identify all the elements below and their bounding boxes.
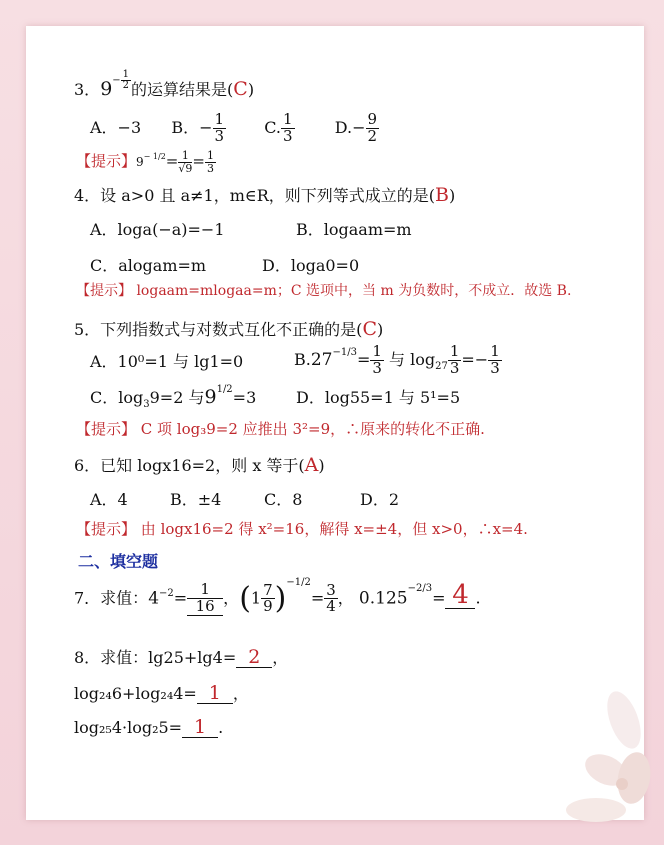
q7-answer-3: 4 (445, 582, 475, 609)
q4-option-a: A．loga(−a)=−1 (90, 220, 225, 239)
q3-option-c: C. $\frac{1}{3}$ (264, 110, 293, 145)
q3-stem: 3．$9^{- \frac{1}{2}}$ 的运算结果是(C) (74, 68, 255, 100)
q3-exponent: − 1 2 (112, 68, 130, 91)
q5-stem: 5．下列指数式与对数式互化不正确的是(C) (74, 318, 384, 340)
flower-decoration-icon (536, 660, 656, 830)
q6-option-c: C．8 (264, 490, 303, 509)
q4-option-d: D．loga0=0 (262, 256, 360, 275)
q6-answer: A (304, 454, 319, 476)
q8-line-3: log₂₅4·log₂5= 1 . (74, 716, 224, 738)
q5-option-b: $B.27^{-1/3}=$ $\frac{1}{3}$ 与 $\log_{27}$ $\frac{1}{3}$ =− $\frac{1}{3}$ (294, 342, 500, 377)
q6-stem: 6．已知 logx16=2，则 x 等于(A) (74, 454, 325, 476)
q4-option-c: C．alogam=m (90, 256, 207, 275)
q4-option-b: B．logaam=m (296, 220, 412, 239)
worksheet-page (26, 26, 644, 820)
q3-option-b: B．− $\frac{1}{3}$ (171, 110, 225, 145)
q6-option-b: B．±4 (170, 490, 222, 509)
q5-option-a: A．10⁰=1 与 lg1=0 (90, 352, 244, 371)
q4-answer: B (435, 184, 449, 206)
q3-options (90, 112, 379, 145)
q4-stem: 4．设 a>0 且 a≠1，m∈R，则下列等式成立的是(B) (74, 184, 456, 206)
q8-answer-1: 2 (236, 648, 272, 668)
q3-option-a: A．−3 (90, 117, 142, 137)
q6-option-d: D．2 (360, 490, 400, 509)
q8-line-1: 8．求值：lg25+lg4= 2 ， (74, 646, 289, 668)
q3-hint: 【提示】$9^{- 1/2}=$ $\frac{1}{√9}$ = $\frac{1}{3}$ (76, 149, 214, 175)
q6-option-a: A．4 (90, 490, 128, 509)
q3-answer: C (233, 78, 248, 100)
q8-answer-3: 1 (182, 718, 218, 738)
q5-hint: 【提示】 C 项 log₃9=2 应推出 3²=9，∴原来的转化不正确. (76, 420, 485, 438)
q6-hint: 【提示】 由 logx16=2 得 x²=16，解得 x=±4，但 x>0，∴x=4. (76, 520, 528, 538)
q7-line: 7．求值：$4^{-2}=$ $\frac{1}{16}$ ，(1 $\frac{7}{9}$ )$^{-1/2}$= $\frac{3}{4}$ ， $0.125^{-2/3}= 4$ . (74, 577, 481, 616)
q8-answer-2: 1 (197, 684, 233, 704)
q5-answer: C (362, 318, 377, 340)
q5-option-c: C．$\log_39=2$ 与$9^{1/2}=3$ (90, 384, 257, 410)
q4-hint: 【提示】 logaam=mlogaa=m；C 选项中，当 m 为负数时，不成立．故选 B. (76, 283, 572, 299)
q5-option-d: D．log55=1 与 5¹=5 (296, 388, 461, 407)
q3-option-d: D.− $\frac{9}{2}$ (334, 110, 378, 145)
q8-line-2: log₂₄6+log₂₄4= 1 ， (74, 682, 249, 704)
section-title: 二、填空题 (78, 552, 159, 571)
